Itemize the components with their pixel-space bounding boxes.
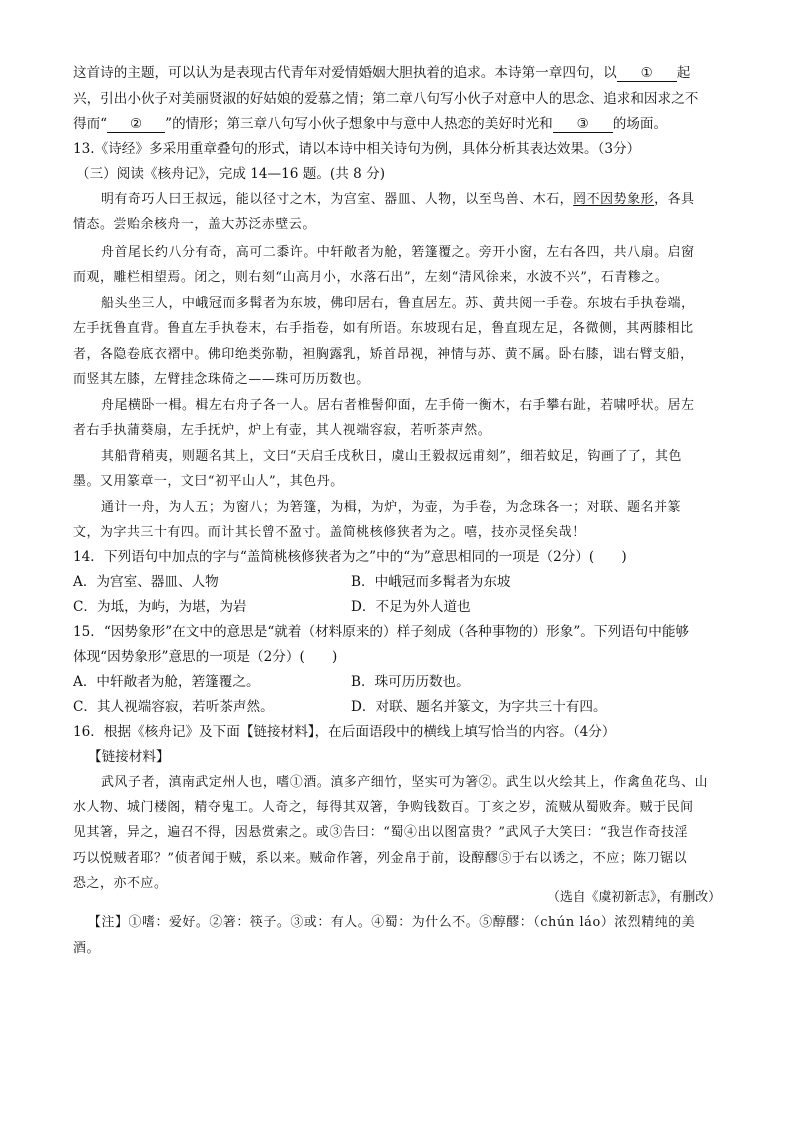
answer-blank-2[interactable]: ② (107, 117, 165, 133)
passage-p1-line-1: 明有奇巧人曰王叔远，能以径寸之木，为宫室、器皿、人物，以至鸟兽、木石，罔不因势象形，各具 (101, 192, 695, 207)
passage-p2-line-1: 舟首尾长约八分有奇，高可二黍许。中轩敞者为舱，箬篷覆之。旁开小窗，左右各四，共八扇。启窗 (101, 245, 695, 260)
q14-option-a[interactable]: A．为宫室、器皿、人物 (73, 574, 219, 590)
passage-p4-line-1: 舟尾横卧一楫。楫左右舟子各一人。居右者椎髻仰面，左手倚一衡木，右手攀右趾，若啸呼状。居左 (101, 398, 695, 413)
passage-p5-line-2: 墨。又用篆章一，文曰“初平山人”，其色丹。 (73, 474, 344, 489)
passage-p3-line-4: 而竖其左膝，左臂挂念珠倚之——珠可历历数也。 (73, 372, 370, 387)
q14-option-b[interactable]: B．中峨冠而多髯者为东坡 (351, 574, 511, 590)
question-13: 13.《诗经》多采用重章叠句的形式，请以本诗中相关诗句为例，具体分析其表达效果。（3分） (73, 141, 641, 157)
annotation-line-2: 酒。 (73, 941, 100, 956)
underlined-phrase: 罔不因势象形 (573, 192, 655, 207)
section-3-heading: （三）阅读《核舟记》，完成 14—16 题。(共 8 分) (76, 166, 386, 182)
passage-p6-line-2: 文，为字共三十有四。而计其长曾不盈寸。盖简桃核修狭者为之。嘻，技亦灵怪矣哉！ (73, 525, 586, 540)
passage-p4-line-2: 者右手执蒲葵扇，左手抚炉，炉上有壶，其人视端容寂，若听茶声然。 (73, 423, 492, 438)
question-15-stem-2: 体现“因势象形”意思的一项是（2分）( ) (73, 649, 338, 665)
passage-p3-line-1: 船头坐三人，中峨冠而多髯者为东坡，佛印居右，鲁直居左。苏、黄共阅一手卷。东坡右手执卷端， (101, 296, 695, 311)
link-material-line-2: 水人物、城门楼阁，精夺鬼工。人奇之，每得其双箸，争购钱数百。丁亥之岁，流贼从蜀败奔。贼于民间 (73, 800, 694, 815)
passage-p3-line-2: 左手抚鲁直背。鲁直左手执卷末，右手指卷，如有所语。东坡现右足，鲁直现左足，各微侧，其两膝相比 (73, 321, 694, 336)
link-material-line-1: 武风子者，滇南武定州人也，嗜①酒。滇多产细竹，坚实可为箸②。武生以火绘其上，作禽鱼花鸟、山 (101, 775, 709, 790)
passage-p2-line-2: 而观，雕栏相望焉。闭之，则右刻“山高月小，水落石出”，左刻“清风徐来，水波不兴”，石青糁之。 (73, 270, 669, 285)
link-material-title: 【链接材料】 (88, 749, 170, 765)
material-source: （选自《虞初新志》，有删改） (546, 890, 721, 905)
answer-blank-1[interactable]: ① (617, 66, 677, 82)
question-16-stem: 16．根据《核舟记》及下面【链接材料】，在后面语段中的横线上填写恰当的内容。（4分） (73, 724, 616, 740)
link-material-line-4: 巧以悦贼者耶？”侦者闻于贼，系以来。贼命作箸，列金帛于前，设醇醪⑤于右以诱之，不应；陈刀锯以 (73, 851, 688, 866)
intro-line-1: 这首诗的主题，可以认为是表现古代青年对爱情婚姻大胆执着的追求。本诗第一章四句，以 ① 起 (73, 65, 691, 81)
passage-p5-line-1: 其船背稍夷，则题名其上，文曰“天启壬戌秋日，虞山王毅叔远甫刻”，细若蚊足，钩画了了，其色 (101, 449, 682, 464)
q15-option-b[interactable]: B．珠可历历数也。 (351, 674, 470, 690)
annotation-line-1: 【注】①嗜：爱好。②箸：筷子。③或：有人。④蜀：为什么不。⑤醇醪：（chún láo）浓烈精纯的美 (88, 915, 696, 930)
passage-p1-line-2: 情态。尝贻余核舟一，盖大苏泛赤壁云。 (73, 217, 316, 232)
passage-p3-line-3: 者，各隐卷底衣褶中。佛印绝类弥勒，袒胸露乳，矫首昂视，神情与苏、黄不属。卧右膝，诎右臂支船， (73, 347, 694, 362)
q14-option-d[interactable]: D．不足为外人道也 (351, 599, 471, 615)
question-15-stem-1: 15．“因势象形”在文中的意思是“就着（材料原来的）样子刻成（各种事物的）形象”。下列语句中能够 (73, 624, 690, 640)
q14-option-c[interactable]: C．为坻，为屿，为堪，为岩 (73, 599, 247, 615)
link-material-line-3: 见其箸，异之，遍召不得，因悬赏索之。或③告曰：“蜀④出以图富贵？”武风子大笑曰：“我岂作奇技淫 (73, 825, 689, 840)
q15-option-d[interactable]: D．对联、题名并篆文，为字共三十有四。 (351, 699, 607, 715)
q15-option-c[interactable]: C．其人视端容寂，若听茶声然。 (73, 699, 274, 715)
passage-p6-line-1: 通计一舟，为人五；为窗八；为箬篷，为楫，为炉，为壶，为手卷，为念珠各一；对联、题名并篆 (101, 500, 682, 515)
q15-option-a[interactable]: A．中轩敞者为舱，箬篷覆之。 (73, 674, 260, 690)
question-14-stem: 14．下列语句中加点的字与“盖简桃核修狭者为之”中的“为”意思相同的一项是（2分）( ) (73, 549, 627, 565)
answer-blank-3[interactable]: ③ (553, 117, 613, 133)
intro-line-3: 得而“ ② ”的情形；第三章八句写小伙子想象中与意中人热恋的美好时光和 ③ 的场面。 (73, 116, 668, 132)
intro-line-2: 兴，引出小伙子对美丽贤淑的好姑娘的爱慕之情；第二章八句写小伙子对意中人的思念、追求和因求之不 (73, 91, 699, 107)
link-material-line-5: 恐之，亦不应。 (73, 876, 168, 891)
